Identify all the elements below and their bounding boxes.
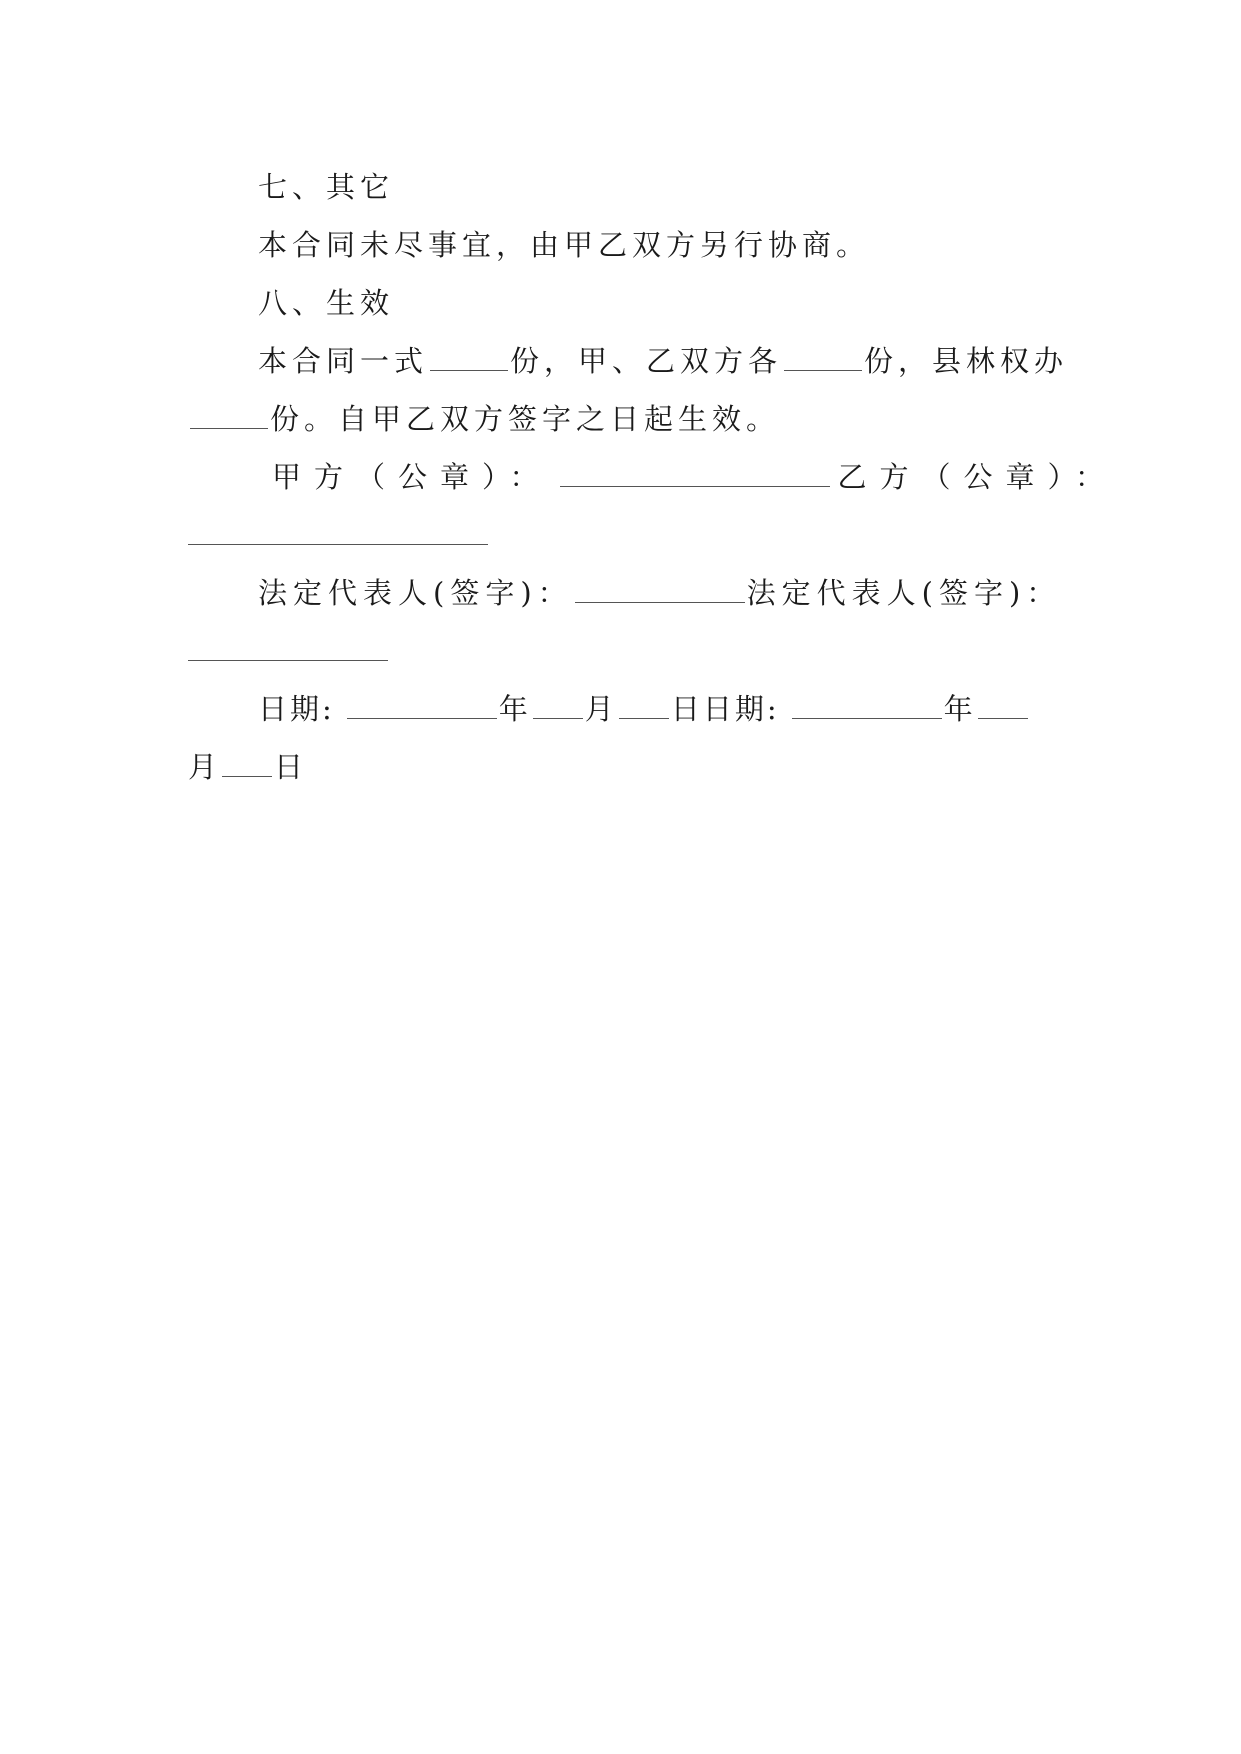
date-line: [188, 680, 1048, 738]
seal-line-2: [188, 506, 1048, 564]
legal-rep-line-2: [188, 622, 1048, 680]
copies-text-3: 份，县林权办: [864, 344, 1069, 378]
copies-text-4: 份。自甲乙双方签字之日起生效。: [270, 402, 781, 436]
legal-rep-a-blank[interactable]: [575, 580, 745, 603]
date-b-month-blank-line1[interactable]: [978, 696, 1028, 719]
seal-line: [188, 448, 1118, 506]
copies-text-2: 份，甲、乙双方各: [510, 344, 783, 378]
date-a-month-label: 月: [584, 692, 617, 726]
section7-body: 本合同未尽事宜，由甲乙双方另行协商。: [258, 228, 871, 262]
copies-text-1: 本合同一式: [258, 344, 429, 378]
document-body: [188, 158, 1118, 796]
date-a-day-blank[interactable]: [619, 696, 669, 719]
party-a-seal-label: 甲方（公章）：: [272, 460, 552, 494]
date-a-label: 日期:: [258, 692, 335, 726]
section8-heading: 八、生效: [258, 286, 395, 320]
date-line-2: [188, 738, 1048, 796]
date-b-label: 日期:: [702, 692, 780, 726]
legal-rep-a-label: 法定代表人(签字)：: [258, 576, 573, 610]
date-a-day-label: 日: [670, 692, 703, 726]
party-a-seal-blank[interactable]: [560, 464, 830, 487]
date-b-year-blank[interactable]: [792, 696, 942, 719]
legal-rep-line: [188, 564, 1062, 622]
copies-line-1: [188, 332, 1069, 390]
date-a-year-label: 年: [498, 692, 531, 726]
date-a-month-blank[interactable]: [533, 696, 583, 719]
copies-each-blank[interactable]: [784, 348, 862, 371]
copies-line-2: [188, 390, 1048, 448]
legal-rep-b-blank[interactable]: [188, 638, 388, 661]
legal-rep-b-label: 法定代表人(签字)：: [746, 576, 1062, 610]
copies-office-blank[interactable]: [190, 406, 268, 429]
party-b-seal-label: 乙方（公章）：: [837, 460, 1118, 494]
date-b-day-blank[interactable]: [222, 754, 272, 777]
date-a-year-blank[interactable]: [347, 696, 497, 719]
date-b-month-label: 月: [188, 750, 221, 784]
section7-heading: 七、其它: [258, 170, 395, 204]
date-b-year-label: 年: [943, 692, 976, 726]
party-b-seal-blank[interactable]: [188, 522, 488, 545]
copies-total-blank[interactable]: [430, 348, 508, 371]
date-b-day-label: 日: [274, 750, 307, 784]
